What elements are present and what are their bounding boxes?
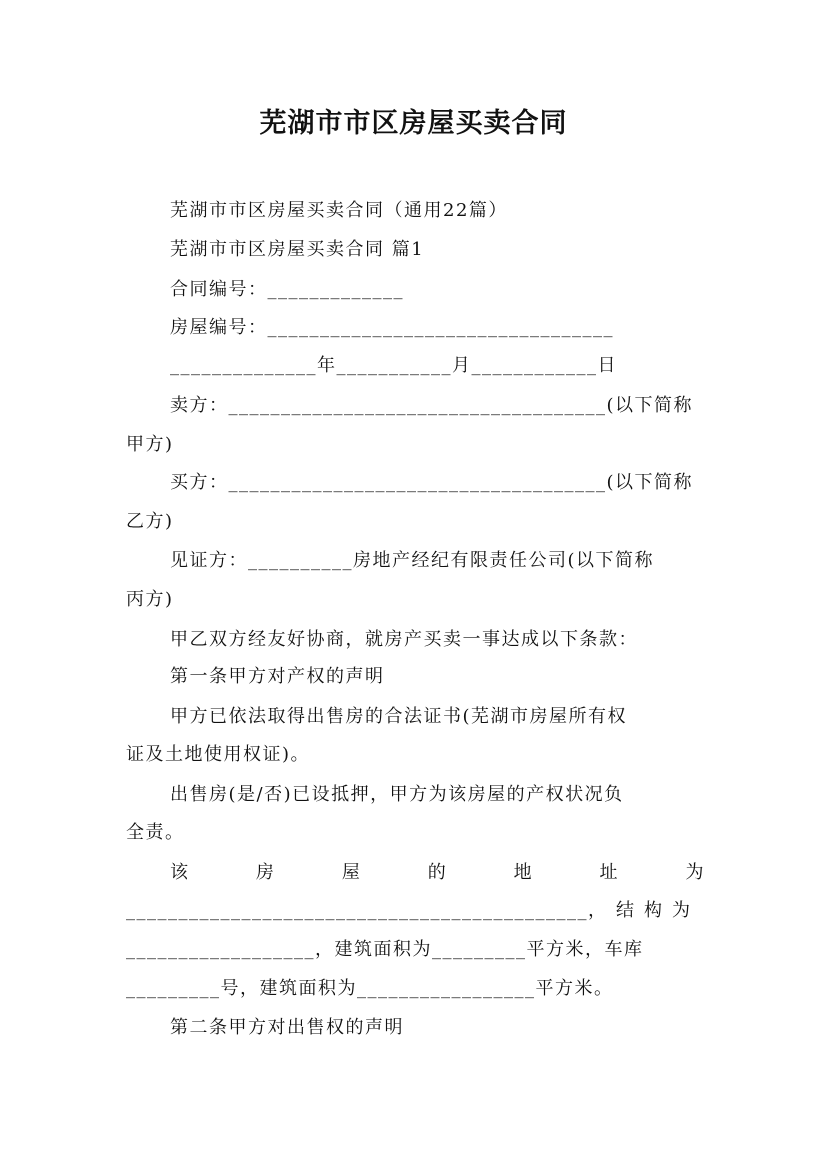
contract-number-blank: _____________ — [267, 279, 404, 300]
year-label: 年 — [317, 355, 337, 376]
contract-number-label: 合同编号： — [170, 279, 268, 300]
garage-label: 平方米，车库 — [526, 939, 644, 960]
witness-alias: 丙方) — [126, 589, 174, 610]
buyer-label: 买方： — [170, 472, 229, 493]
intro-text: 甲乙双方经友好协商，就房产买卖一事达成以下条款： — [170, 629, 638, 650]
seller-blank: ____________________________________ — [228, 395, 607, 416]
structure-blank: __________________ — [126, 939, 315, 960]
paragraph-2-text: 出售房(是/否)已设抵押，甲方为该房屋的产权状况负 — [170, 784, 624, 805]
buyer-alias: 乙方) — [126, 511, 174, 532]
witness-blank: __________ — [248, 550, 353, 571]
article-1-heading — [170, 664, 710, 690]
address-char: 该 — [170, 862, 190, 883]
address-char: 为 — [685, 862, 705, 883]
structure-line — [126, 898, 706, 924]
address-blank: ____________________________________________ — [126, 900, 588, 921]
area-blank: _________ — [432, 939, 527, 960]
garage-line — [126, 976, 706, 1002]
subtitle-text: 芜湖市市区房屋买卖合同（通用22篇） — [170, 200, 508, 221]
address-char: 的 — [427, 862, 448, 883]
house-number-blank: _________________________________ — [267, 317, 614, 338]
witness-label: 见证方： — [170, 550, 248, 571]
intro-paragraph — [170, 627, 710, 653]
garage-area-label: 号，建筑面积为 — [220, 978, 357, 999]
garage-number-blank: _________ — [126, 978, 221, 999]
year-blank: ______________ — [170, 355, 317, 376]
address-char: 址 — [599, 862, 620, 883]
house-number-label: 房屋编号： — [170, 317, 268, 338]
area-label: ，建筑面积为 — [315, 939, 432, 960]
buyer-line — [170, 470, 710, 496]
address-char: 屋 — [341, 862, 362, 883]
date-line — [170, 353, 710, 379]
seller-alias: 甲方) — [126, 434, 174, 455]
article-1-paragraph-1-cont — [126, 742, 706, 768]
buyer-blank: ____________________________________ — [228, 472, 607, 493]
day-label: 日 — [597, 355, 617, 376]
address-char: 房 — [255, 862, 276, 883]
article-1-paragraph-2-cont — [126, 820, 706, 846]
article-2-heading — [170, 1015, 710, 1041]
seller-note: (以下简称 — [606, 395, 694, 416]
month-label: 月 — [452, 355, 472, 376]
witness-line-cont — [126, 587, 706, 613]
month-blank: ___________ — [336, 355, 452, 376]
buyer-note: (以下简称 — [606, 472, 694, 493]
paragraph-1-text: 甲方已依法取得出售房的合法证书(芜湖市房屋所有权 — [170, 706, 628, 727]
article-1-text: 第一条甲方对产权的声明 — [170, 666, 385, 687]
address-char: 地 — [513, 862, 534, 883]
day-blank: ____________ — [471, 355, 598, 376]
chapter-heading-text: 芜湖市市区房屋买卖合同 篇1 — [170, 239, 425, 260]
seller-label: 卖方： — [170, 395, 229, 416]
article-2-text: 第二条甲方对出售权的声明 — [170, 1017, 404, 1038]
witness-line — [170, 548, 710, 574]
paragraph-2-cont-text: 全责。 — [126, 822, 185, 843]
article-1-paragraph-1 — [170, 704, 710, 730]
document-title: 芜湖市市区房屋买卖合同 — [259, 108, 568, 139]
garage-area-unit: 平方米。 — [535, 978, 614, 999]
chapter-heading — [170, 237, 710, 263]
house-number-line — [170, 315, 710, 341]
buyer-line-cont — [126, 509, 706, 535]
contract-number-line — [170, 277, 710, 303]
article-1-paragraph-2 — [170, 782, 710, 808]
seller-line-cont — [126, 432, 706, 458]
area-line — [126, 937, 706, 963]
structure-label: ，结构为 — [588, 900, 700, 921]
witness-company: 房地产经纪有限责任公司(以下简称 — [353, 550, 655, 571]
garage-area-blank: _________________ — [357, 978, 536, 999]
seller-line — [170, 393, 710, 419]
address-line — [170, 860, 705, 886]
subtitle-line — [170, 198, 710, 224]
paragraph-1-cont-text: 证及土地使用权证)。 — [126, 744, 311, 765]
